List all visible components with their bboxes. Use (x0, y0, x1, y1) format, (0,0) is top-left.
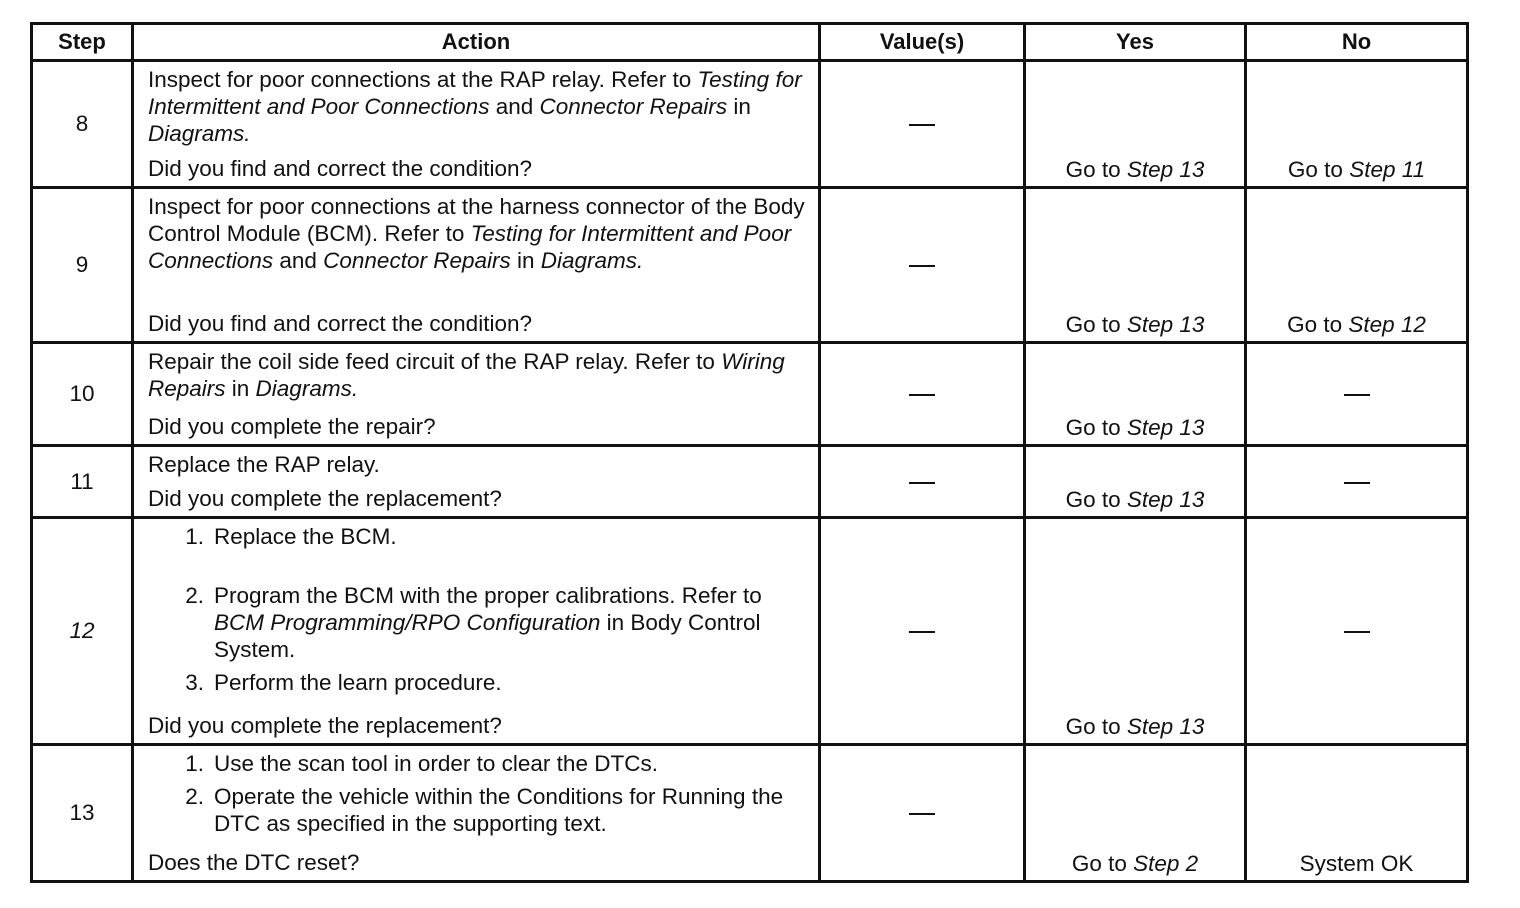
action-text: in (225, 376, 256, 401)
action-paragraph (148, 193, 806, 274)
action-cell (133, 188, 820, 343)
goto-prefix: Go to (1287, 312, 1349, 337)
yes-cell (1025, 446, 1246, 518)
action-text: Testing for Intermittent and Poor Connections (148, 221, 792, 273)
action-question: Did you find and correct the condition? (148, 311, 532, 336)
action-cell (133, 343, 820, 446)
goto-step: Step 11 (1349, 157, 1426, 182)
list-item (148, 669, 806, 696)
action-cell (133, 61, 820, 188)
no-dash (1344, 482, 1370, 484)
action-text: and (273, 248, 324, 273)
list-number: 2. (185, 784, 204, 809)
no-cell (1246, 518, 1468, 745)
action-list (148, 750, 806, 837)
goto-prefix: Go to (1065, 415, 1127, 440)
value-dash (909, 265, 935, 267)
goto-step: Step 13 (1126, 312, 1205, 337)
header-no: No (1246, 24, 1468, 61)
step-number: 9 (32, 188, 133, 343)
goto-step: Step 13 (1126, 714, 1205, 739)
action-text: Connector Repairs (323, 248, 511, 273)
list-text (214, 523, 806, 550)
goto-prefix: Go to (1287, 157, 1350, 182)
action-text: Diagrams. (148, 121, 251, 146)
action-text: Program the BCM with the proper calibrations. Refer to (214, 583, 762, 608)
yes-cell (1025, 188, 1246, 343)
value-cell (820, 745, 1025, 882)
yes-goto (1066, 312, 1205, 337)
action-body (148, 523, 806, 702)
header-row (32, 24, 1468, 61)
action-text: in (510, 248, 541, 273)
action-content (148, 750, 806, 877)
action-text: Diagrams. (540, 248, 644, 273)
goto-prefix: Go to (1065, 157, 1127, 182)
no-result-text: System OK (1299, 851, 1414, 876)
table-row (32, 188, 1468, 343)
goto-prefix: Go to (1065, 714, 1127, 739)
action-cell (133, 745, 820, 882)
action-list (148, 523, 806, 696)
yes-goto (1066, 415, 1205, 440)
table-row (32, 745, 1468, 882)
goto-step: Step 12 (1348, 312, 1426, 337)
value-cell (820, 188, 1025, 343)
action-question: Did you complete the repair? (148, 414, 436, 439)
action-content (148, 348, 806, 441)
goto-prefix: Go to (1065, 487, 1127, 512)
action-question: Did you find and correct the condition? (148, 156, 532, 181)
no-cell (1246, 745, 1468, 882)
action-body (148, 348, 806, 402)
list-text (214, 669, 806, 696)
step-number: 13 (32, 745, 133, 882)
action-text: Wiring Repairs (148, 349, 785, 401)
action-text: in (727, 94, 751, 119)
yes-goto (1066, 487, 1205, 512)
no-dash (1344, 631, 1370, 633)
action-text: Connector Repairs (539, 94, 728, 119)
action-text: in Body Control System. (214, 610, 761, 662)
yes-goto (1066, 714, 1205, 739)
action-content (148, 523, 806, 740)
goto-step: Step 2 (1133, 851, 1199, 876)
no-dash (1344, 394, 1370, 396)
goto-step: Step 13 (1126, 487, 1205, 512)
step-number: 10 (32, 343, 133, 446)
yes-goto (1066, 157, 1205, 182)
list-item (148, 523, 806, 550)
no-cell (1246, 61, 1468, 188)
value-dash (909, 813, 935, 815)
no-goto (1288, 157, 1425, 182)
no-cell (1246, 446, 1468, 518)
list-text (214, 783, 806, 837)
goto-step: Step 13 (1126, 415, 1205, 440)
action-text: Repair the coil side feed circuit of the RAP relay. Refer to (148, 349, 722, 374)
action-text: Inspect for poor connections at the harness connector of the Body Control Module (BCM). Refer to (148, 194, 805, 246)
action-content (148, 451, 806, 513)
action-body (148, 451, 806, 478)
action-body (148, 750, 806, 843)
value-dash (909, 394, 935, 396)
header-action: Action (133, 24, 820, 61)
yes-cell (1025, 61, 1246, 188)
step-number: 11 (32, 446, 133, 518)
action-paragraph (148, 348, 806, 402)
table-row (32, 343, 1468, 446)
action-text: Inspect for poor connections at the RAP relay. Refer to (148, 67, 698, 92)
list-number: 2. (185, 583, 204, 608)
action-text: BCM Programming/RPO Configuration (214, 610, 601, 635)
action-text: Testing for Intermittent and Poor Connections (148, 67, 802, 119)
yes-cell (1025, 745, 1246, 882)
value-cell (820, 61, 1025, 188)
action-text: Replace the BCM. (214, 524, 397, 549)
header-yes: Yes (1025, 24, 1246, 61)
list-item (148, 582, 806, 663)
goto-prefix: Go to (1065, 312, 1127, 337)
list-number: 3. (185, 670, 204, 695)
action-text: Perform the learn procedure. (214, 670, 502, 695)
header-values: Value(s) (820, 24, 1025, 61)
goto-prefix: Go to (1071, 851, 1134, 876)
no-cell (1246, 188, 1468, 343)
list-text (214, 582, 806, 663)
action-text: and (489, 94, 540, 119)
step-number: 12 (32, 518, 133, 745)
no-goto (1287, 312, 1426, 337)
action-content (148, 193, 806, 338)
action-paragraph: Replace the RAP relay. (148, 452, 380, 477)
yes-cell (1025, 518, 1246, 745)
table-row (32, 61, 1468, 188)
yes-goto (1072, 851, 1198, 876)
list-item (148, 783, 806, 837)
list-number: 1. (185, 524, 204, 549)
list-text (214, 750, 806, 777)
list-number: 1. (185, 751, 204, 776)
action-text: Diagrams. (255, 376, 359, 401)
table-row (32, 518, 1468, 745)
list-item (148, 750, 806, 777)
no-cell (1246, 343, 1468, 446)
action-paragraph (148, 66, 806, 147)
action-body (148, 66, 806, 147)
header-step: Step (32, 24, 133, 61)
action-question: Does the DTC reset? (148, 850, 360, 875)
step-number: 8 (32, 61, 133, 188)
value-cell (820, 343, 1025, 446)
value-dash (909, 482, 935, 484)
action-content (148, 66, 806, 183)
action-cell (133, 446, 820, 518)
table-row (32, 446, 1468, 518)
action-cell (133, 518, 820, 745)
action-text: Use the scan tool in order to clear the DTCs. (214, 751, 658, 776)
action-question: Did you complete the replacement? (148, 486, 502, 511)
goto-step: Step 13 (1126, 157, 1205, 182)
value-cell (820, 446, 1025, 518)
yes-cell (1025, 343, 1246, 446)
value-dash (909, 631, 935, 633)
value-cell (820, 518, 1025, 745)
action-body (148, 193, 806, 274)
value-dash (909, 124, 935, 126)
action-text: Operate the vehicle within the Conditions for Running the DTC as specified in the supporting text. (214, 784, 784, 836)
action-question: Did you complete the replacement? (148, 713, 502, 738)
diagnostic-table (30, 22, 1469, 883)
